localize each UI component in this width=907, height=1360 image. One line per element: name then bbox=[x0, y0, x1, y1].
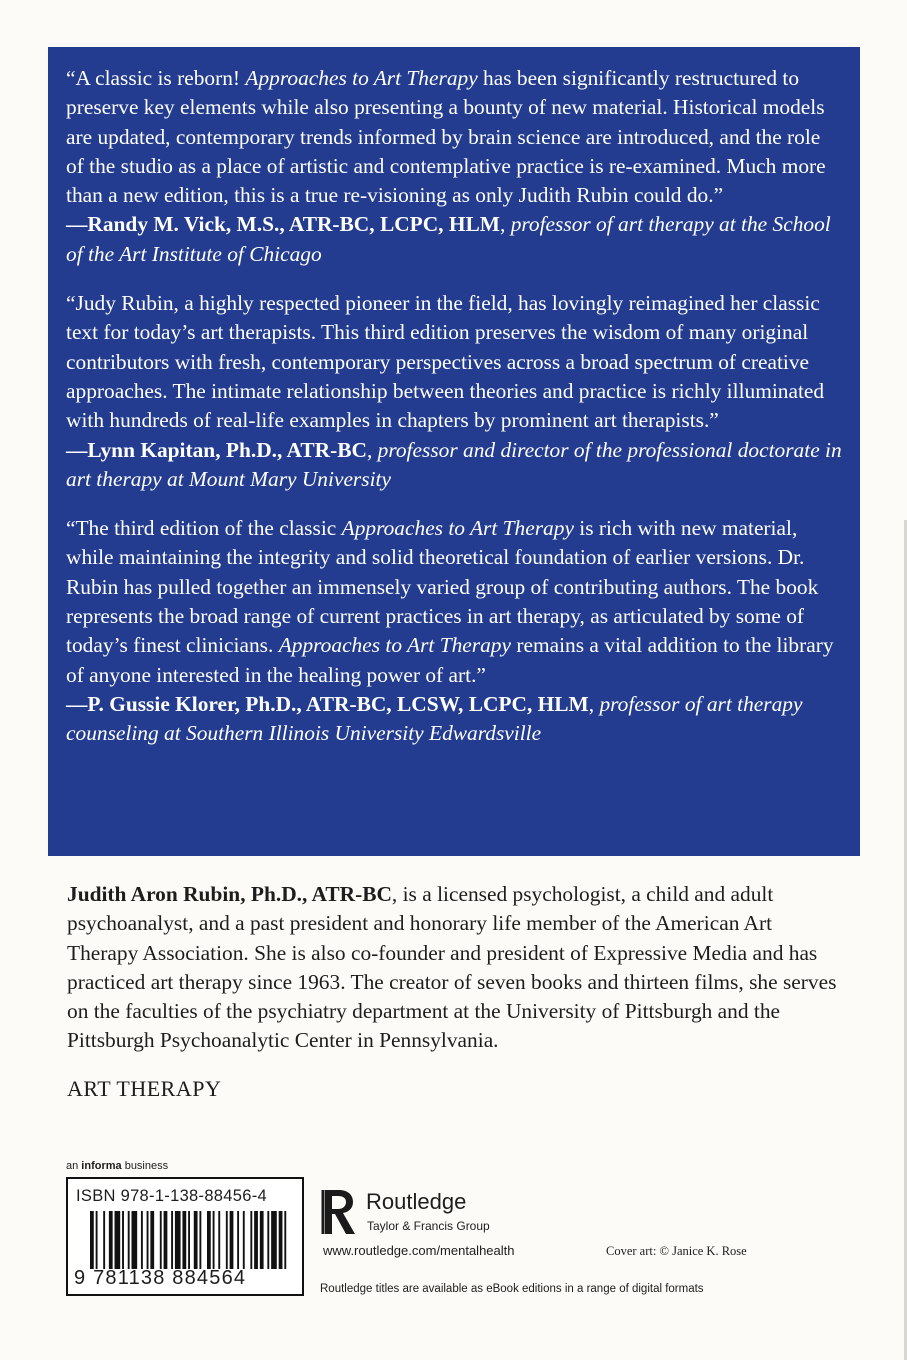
subject-category: ART THERAPY bbox=[67, 1076, 222, 1101]
publisher-group: Taylor & Francis Group bbox=[367, 1219, 490, 1233]
endorsement-1-author: —Randy M. Vick, M.S., ATR-BC, LCPC, HLM bbox=[66, 212, 500, 237]
endorsement-2 bbox=[66, 289, 842, 494]
cover-art-credit: Cover art: © Janice K. Rose bbox=[606, 1244, 747, 1258]
endorsement-3-attribution: —P. Gussie Klorer, Ph.D., ATR-BC, LCSW, LCPC, HLM, professor of art therapy counseling at Southern Illinois University Edwardsville bbox=[66, 691, 803, 746]
endorsement-1-text: “A classic is reborn! Approaches to Art Therapy has been significantly restructured to preserve key elements while also presenting a bounty of new material. Historical models are updated, contemporary trends informed by brain science are introduced, and the role of the studio as a place of artistic and contemplative practice is re-examined. Much more than a new edition, this is a true re-visioning as only Judith Rubin could do.” bbox=[66, 66, 826, 208]
endorsement-3-text: “The third edition of the classic Approaches to Art Therapy is rich with new material, while maintaining the integrity and solid theoretical foundation of earlier versions. Dr. Rubin has pulled together an immensely varied group of contributing authors. The book represents the broad range of current practices in art therapy, as articulated by some of today’s finest clinicians. Approaches to Art Therapy remains a vital addition to the library of anyone interested in the healing power of art.” bbox=[66, 516, 834, 687]
routledge-r-icon bbox=[321, 1188, 355, 1236]
author-name: Judith Aron Rubin, Ph.D., ATR-BC bbox=[67, 882, 392, 906]
ebook-note: Routledge titles are available as eBook editions in a range of digital formats bbox=[320, 1283, 704, 1295]
ean-digits: 9 781138 884564 bbox=[74, 1267, 247, 1289]
endorsement-3 bbox=[66, 514, 842, 748]
publisher-name: Routledge bbox=[366, 1189, 467, 1214]
endorsement-2-affiliation: professor and director of the professional doctorate in art therapy at Mount Mary University bbox=[66, 437, 842, 491]
endorsement-1 bbox=[66, 64, 842, 269]
barcode-bars bbox=[90, 1211, 290, 1269]
publisher-url[interactable]: www.routledge.com/mentalhealth bbox=[323, 1243, 515, 1258]
informa-business-line: an informa business bbox=[66, 1160, 169, 1172]
informa-brand: informa bbox=[81, 1160, 122, 1172]
endorsement-2-author: —Lynn Kapitan, Ph.D., ATR-BC bbox=[66, 437, 367, 462]
endorsement-2-text: “Judy Rubin, a highly respected pioneer in the field, has lovingly reimagined her classic text for today’s art therapists. This third edition preserves the wisdom of many original contributors with fresh, contemporary perspectives across a broad spectrum of creative approaches. The intimate relationship between theories and practice is richly illuminated with hundreds of real-life examples in chapters by prominent art therapists.” bbox=[66, 291, 825, 433]
isbn-label: ISBN 978-1-138-88456-4 bbox=[76, 1187, 267, 1205]
endorsement-3-author: —P. Gussie Klorer, Ph.D., ATR-BC, LCSW, LCPC, HLM bbox=[66, 691, 589, 716]
barcode bbox=[66, 1177, 304, 1296]
endorsement-2-attribution: —Lynn Kapitan, Ph.D., ATR-BC, professor and director of the professional doctorate in art therapy at Mount Mary University bbox=[66, 437, 842, 491]
endorsement-1-attribution: —Randy M. Vick, M.S., ATR-BC, LCPC, HLM, professor of art therapy at the School of the Art Institute of Chicago bbox=[66, 212, 831, 266]
author-bio-text: , is a licensed psychologist, a child and adult psychoanalyst, and a past president and honorary life member of the American Art Therapy Association. She is also co-founder and president of Expressive Media and has practiced art therapy since 1963. The creator of seven books and thirteen films, she serves on the faculties of the psychiatry department at the University of Pittsburgh and the Pittsburgh Psychoanalytic Center in Pennsylvania. bbox=[67, 882, 837, 1053]
endorsement-1-affiliation: professor of art therapy at the School of the Art Institute of Chicago bbox=[66, 212, 831, 266]
endorsements-panel bbox=[48, 47, 860, 856]
author-bio bbox=[67, 880, 842, 1056]
endorsement-3-affiliation: professor of art therapy counseling at Southern Illinois University Edwardsville bbox=[66, 691, 803, 746]
